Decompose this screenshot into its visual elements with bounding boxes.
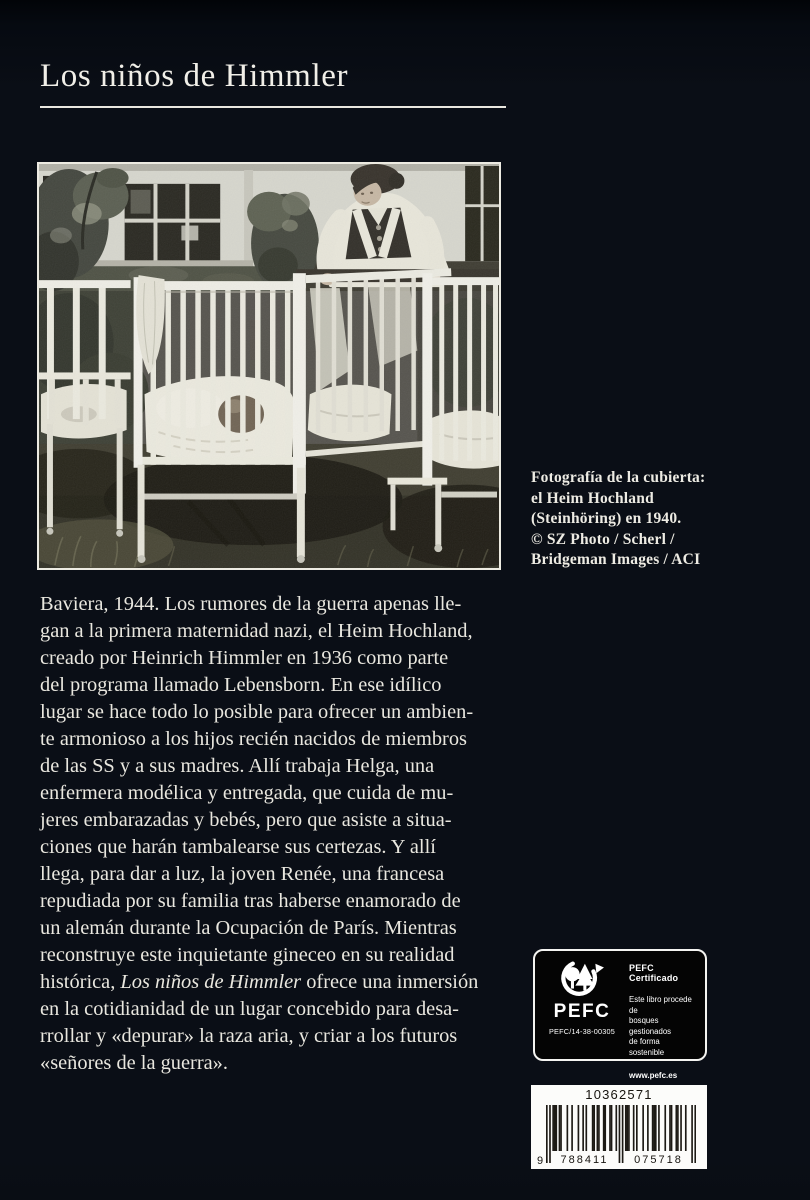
synopsis-line: un alemán durante la Ocupación de París. Mientras (40, 917, 457, 939)
cover-photo-illustration (39, 164, 499, 568)
photo-grain (39, 164, 499, 568)
synopsis-text (40, 591, 510, 1077)
barcode (531, 1085, 707, 1169)
barcode-top-number: 10362571 (585, 1087, 653, 1102)
pefc-description-line: bosques gestionados (629, 1016, 672, 1036)
synopsis-line: ciones que harán tambalearse sus certezas. Y allí (40, 836, 436, 858)
synopsis-line: rrollar y «depurar» la raza aria, y criar a los futuros (40, 1025, 458, 1047)
pefc-label (533, 949, 707, 1080)
pefc-certified-label: PEFC Certificado (629, 963, 679, 983)
pefc-right-column (620, 958, 696, 1080)
pefc-left-column (544, 958, 620, 1053)
photo-credit (531, 468, 771, 571)
credit-line: Fotografía de la cubierta: (531, 469, 706, 486)
barcode-digit-group: 9 (536, 1155, 546, 1167)
synopsis-line: llega, para dar a luz, la joven Renée, una francesa (40, 863, 445, 885)
pefc-description-line: Este libro procede de (629, 995, 692, 1015)
synopsis-line: jeres embarazadas y bebés, pero que asiste a situa- (40, 809, 452, 831)
synopsis-line: en la cotidianidad de un lugar concebido para desa- (40, 998, 459, 1020)
pefc-brand: PEFC (553, 1001, 611, 1022)
synopsis-line: del programa llamado Lebensborn. En ese idílico (40, 674, 442, 696)
pefc-license-code: PEFC/14-38-00305 (548, 1027, 616, 1036)
book-title: Los niños de Himmler (40, 58, 349, 94)
cover-photo (37, 162, 501, 570)
synopsis-line: «señores de la guerra». (40, 1052, 228, 1074)
barcode-digit-group: 788411 (552, 1154, 617, 1167)
pefc-website: www.pefc.es (629, 1070, 678, 1080)
pefc-logo-icon (553, 958, 611, 1000)
synopsis-line: de las SS y a sus madres. Allí trabaja Helga, una (40, 755, 435, 777)
synopsis-line: te armonioso a los hijos recién nacidos de miembros (40, 728, 467, 750)
synopsis-line: repudiada por su familia tras haberse enamorado de (40, 890, 461, 912)
synopsis-line: creado por Heinrich Himmler en 1936 como parte (40, 647, 449, 669)
title-rule (40, 106, 506, 108)
synopsis-line: reconstruye este inquietante gineceo en su realidad (40, 944, 455, 966)
credit-line: el Heim Hochland (531, 489, 654, 507)
credit-line: © SZ Photo / Scherl / (531, 530, 675, 548)
synopsis-line: histórica, Los niños de Himmler ofrece una inmersión (40, 971, 479, 993)
synopsis-line: gan a la primera maternidad nazi, el Heim Hochland, (40, 620, 473, 642)
pefc-description-line: de forma sostenible (629, 1037, 665, 1057)
synopsis-line: Baviera, 1944. Los rumores de la guerra apenas lle- (40, 593, 462, 615)
credit-line: (Steinhöring) en 1940. (531, 510, 682, 528)
synopsis-line: enfermera modélica y entregada, que cuida de mu- (40, 782, 454, 804)
pefc-description (629, 995, 696, 1059)
synopsis-line: lugar se hace todo lo posible para ofrecer un ambien- (40, 701, 474, 723)
credit-line: Bridgeman Images / ACI (531, 551, 701, 569)
barcode-digit-group: 075718 (626, 1154, 691, 1167)
